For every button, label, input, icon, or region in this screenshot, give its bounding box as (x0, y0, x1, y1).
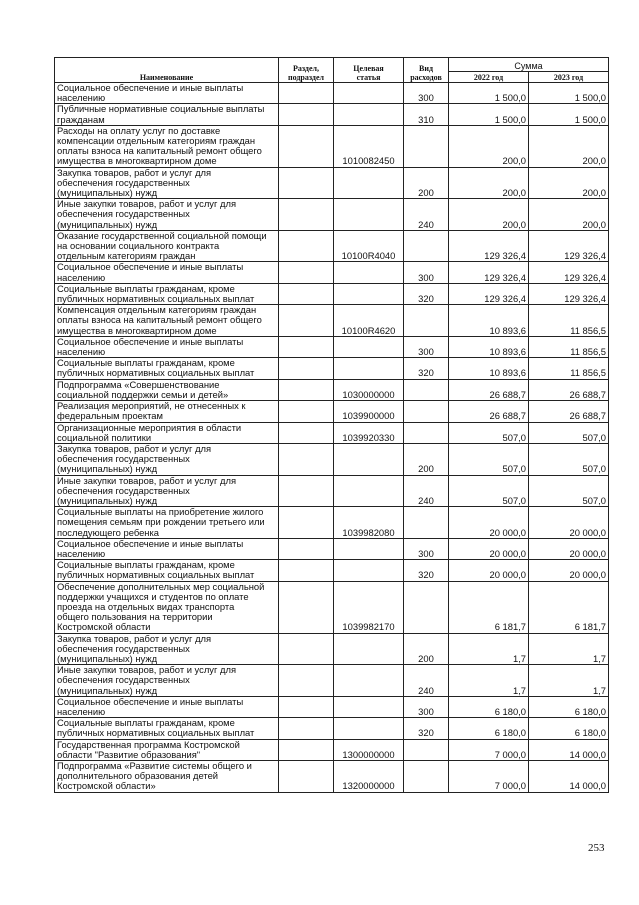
table-row (55, 507, 609, 539)
cell-y2022: 6 181,7 (449, 581, 529, 633)
cell-target (334, 104, 404, 125)
cell-y2022: 129 326,4 (449, 262, 529, 283)
table-row (55, 262, 609, 283)
table-row (55, 358, 609, 379)
cell-name: Иные закупки товаров, работ и услуг для обеспечения государственных (муниципальных) нужд (55, 665, 279, 697)
cell-target (334, 336, 404, 357)
cell-y2023: 129 326,4 (529, 262, 609, 283)
cell-y2023: 129 326,4 (529, 283, 609, 304)
cell-y2022: 6 180,0 (449, 718, 529, 739)
cell-name: Закупка товаров, работ и услуг для обеспечения государственных (муниципальных) нужд (55, 633, 279, 665)
table-row (55, 401, 609, 422)
cell-target: 1010082450 (334, 125, 404, 167)
cell-y2022: 20 000,0 (449, 507, 529, 539)
table-row (55, 718, 609, 739)
cell-target (334, 538, 404, 559)
cell-name: Организационные мероприятия в области социальной политики (55, 422, 279, 443)
table-row (55, 230, 609, 262)
cell-section (279, 305, 334, 337)
cell-target (334, 358, 404, 379)
cell-name: Обеспечение дополнительных мер социальной поддержки учащихся и студентов по оплате проезда на отдельных видах транспорта общего пользования на территории Костромской области (55, 581, 279, 633)
cell-y2022: 10 893,6 (449, 358, 529, 379)
cell-type (404, 422, 449, 443)
cell-y2022: 1,7 (449, 633, 529, 665)
cell-target: 10100R4040 (334, 230, 404, 262)
cell-y2022: 1,7 (449, 665, 529, 697)
cell-target: 1039982080 (334, 507, 404, 539)
cell-y2023: 14 000,0 (529, 739, 609, 760)
header-year-2022: 2022 год (449, 72, 529, 83)
cell-type: 320 (404, 718, 449, 739)
cell-y2022: 6 180,0 (449, 696, 529, 717)
cell-section (279, 581, 334, 633)
cell-y2022: 129 326,4 (449, 283, 529, 304)
cell-section (279, 475, 334, 507)
cell-type: 240 (404, 199, 449, 231)
cell-y2023: 6 180,0 (529, 718, 609, 739)
header-name: Наименование (55, 58, 279, 83)
cell-y2022: 26 688,7 (449, 379, 529, 400)
cell-y2022: 20 000,0 (449, 538, 529, 559)
cell-type (404, 761, 449, 793)
cell-y2023: 20 000,0 (529, 507, 609, 539)
cell-y2023: 507,0 (529, 443, 609, 475)
budget-table-container (54, 57, 609, 793)
table-row (55, 665, 609, 697)
cell-y2022: 26 688,7 (449, 401, 529, 422)
cell-name: Иные закупки товаров, работ и услуг для обеспечения государственных (муниципальных) нужд (55, 475, 279, 507)
cell-y2023: 1,7 (529, 665, 609, 697)
cell-type (404, 379, 449, 400)
cell-target: 1300000000 (334, 739, 404, 760)
cell-type (404, 305, 449, 337)
cell-type (404, 230, 449, 262)
cell-section (279, 633, 334, 665)
table-row (55, 305, 609, 337)
header-year-2023: 2023 год (529, 72, 609, 83)
cell-name: Закупка товаров, работ и услуг для обеспечения государственных (муниципальных) нужд (55, 167, 279, 199)
cell-section (279, 739, 334, 760)
cell-type (404, 401, 449, 422)
cell-section (279, 358, 334, 379)
cell-y2023: 26 688,7 (529, 401, 609, 422)
cell-y2022: 20 000,0 (449, 560, 529, 581)
cell-section (279, 422, 334, 443)
cell-y2022: 1 500,0 (449, 83, 529, 104)
cell-y2022: 129 326,4 (449, 230, 529, 262)
cell-target (334, 199, 404, 231)
table-row (55, 761, 609, 793)
cell-name: Социальные выплаты гражданам, кроме публичных нормативных социальных выплат (55, 718, 279, 739)
cell-y2023: 20 000,0 (529, 538, 609, 559)
cell-type: 240 (404, 665, 449, 697)
cell-target: 1030000000 (334, 379, 404, 400)
cell-section (279, 665, 334, 697)
cell-y2022: 7 000,0 (449, 761, 529, 793)
cell-section (279, 761, 334, 793)
cell-section (279, 336, 334, 357)
table-row (55, 167, 609, 199)
cell-section (279, 283, 334, 304)
cell-y2023: 200,0 (529, 199, 609, 231)
cell-section (279, 560, 334, 581)
cell-y2023: 200,0 (529, 167, 609, 199)
table-row (55, 83, 609, 104)
cell-type: 320 (404, 560, 449, 581)
cell-type: 200 (404, 443, 449, 475)
cell-name: Социальное обеспечение и иные выплаты населению (55, 336, 279, 357)
table-row (55, 443, 609, 475)
cell-name: Оказание государственной социальной помощи на основании социального контракта отдельным категориям граждан (55, 230, 279, 262)
header-target: Целевая статья (334, 58, 404, 83)
cell-y2022: 10 893,6 (449, 305, 529, 337)
cell-name: Иные закупки товаров, работ и услуг для обеспечения государственных (муниципальных) нужд (55, 199, 279, 231)
cell-type (404, 125, 449, 167)
cell-y2023: 507,0 (529, 422, 609, 443)
cell-type: 200 (404, 167, 449, 199)
cell-section (279, 167, 334, 199)
table-row (55, 633, 609, 665)
cell-type: 300 (404, 262, 449, 283)
cell-target: 1320000000 (334, 761, 404, 793)
cell-type: 300 (404, 83, 449, 104)
cell-y2023: 26 688,7 (529, 379, 609, 400)
cell-section (279, 230, 334, 262)
table-row (55, 125, 609, 167)
cell-target: 10100R4620 (334, 305, 404, 337)
cell-target (334, 696, 404, 717)
cell-name: Социальное обеспечение и иные выплаты населению (55, 83, 279, 104)
cell-y2022: 200,0 (449, 199, 529, 231)
cell-target (334, 83, 404, 104)
cell-section (279, 83, 334, 104)
table-row (55, 475, 609, 507)
cell-y2022: 10 893,6 (449, 336, 529, 357)
cell-target (334, 665, 404, 697)
cell-name: Социальные выплаты гражданам, кроме публичных нормативных социальных выплат (55, 283, 279, 304)
cell-y2022: 507,0 (449, 422, 529, 443)
cell-target (334, 167, 404, 199)
table-row (55, 336, 609, 357)
table-row (55, 379, 609, 400)
cell-target (334, 633, 404, 665)
cell-type: 240 (404, 475, 449, 507)
header-section: Раздел, подраздел (279, 58, 334, 83)
cell-y2023: 507,0 (529, 475, 609, 507)
table-row (55, 560, 609, 581)
cell-name: Подпрограмма «Совершенствование социальной поддержки семьи и детей» (55, 379, 279, 400)
cell-y2023: 20 000,0 (529, 560, 609, 581)
table-row (55, 199, 609, 231)
cell-type: 310 (404, 104, 449, 125)
cell-name: Закупка товаров, работ и услуг для обеспечения государственных (муниципальных) нужд (55, 443, 279, 475)
cell-section (279, 718, 334, 739)
cell-type: 320 (404, 283, 449, 304)
header-sum: Сумма (449, 58, 609, 72)
cell-type: 200 (404, 633, 449, 665)
cell-y2022: 507,0 (449, 443, 529, 475)
cell-y2023: 6 180,0 (529, 696, 609, 717)
cell-section (279, 262, 334, 283)
cell-target (334, 283, 404, 304)
cell-y2022: 7 000,0 (449, 739, 529, 760)
cell-section (279, 401, 334, 422)
cell-name: Социальные выплаты гражданам, кроме публичных нормативных социальных выплат (55, 560, 279, 581)
table-row (55, 739, 609, 760)
cell-section (279, 696, 334, 717)
cell-name: Государственная программа Костромской области "Развитие образования" (55, 739, 279, 760)
cell-y2023: 11 856,5 (529, 358, 609, 379)
cell-section (279, 104, 334, 125)
cell-y2023: 1 500,0 (529, 83, 609, 104)
table-row (55, 283, 609, 304)
cell-target (334, 475, 404, 507)
table-row (55, 696, 609, 717)
cell-type (404, 507, 449, 539)
cell-y2023: 1 500,0 (529, 104, 609, 125)
cell-y2023: 14 000,0 (529, 761, 609, 793)
cell-y2023: 11 856,5 (529, 305, 609, 337)
table-row (55, 422, 609, 443)
cell-section (279, 507, 334, 539)
cell-type: 300 (404, 538, 449, 559)
cell-name: Социальное обеспечение и иные выплаты населению (55, 696, 279, 717)
table-row (55, 104, 609, 125)
table-row (55, 581, 609, 633)
cell-name: Реализация мероприятий, не отнесенных к федеральным проектам (55, 401, 279, 422)
cell-y2022: 1 500,0 (449, 104, 529, 125)
cell-target: 1039982170 (334, 581, 404, 633)
cell-y2023: 6 181,7 (529, 581, 609, 633)
table-body (55, 83, 609, 793)
cell-section (279, 538, 334, 559)
header-expense-type: Вид расходов (404, 58, 449, 83)
cell-section (279, 125, 334, 167)
cell-type: 300 (404, 336, 449, 357)
cell-name: Публичные нормативные социальные выплаты гражданам (55, 104, 279, 125)
page-number: 253 (588, 842, 605, 854)
cell-name: Расходы на оплату услуг по доставке компенсации отдельным категориям граждан оплаты взноса на капитальный ремонт общего имущества в многоквартирном доме (55, 125, 279, 167)
cell-target (334, 443, 404, 475)
cell-type: 300 (404, 696, 449, 717)
cell-y2023: 129 326,4 (529, 230, 609, 262)
cell-y2022: 200,0 (449, 167, 529, 199)
cell-type (404, 581, 449, 633)
cell-target: 1039920330 (334, 422, 404, 443)
cell-name: Социальное обеспечение и иные выплаты населению (55, 262, 279, 283)
cell-target (334, 262, 404, 283)
cell-y2023: 200,0 (529, 125, 609, 167)
cell-name: Социальные выплаты гражданам, кроме публичных нормативных социальных выплат (55, 358, 279, 379)
cell-section (279, 443, 334, 475)
cell-target (334, 560, 404, 581)
cell-name: Социальное обеспечение и иные выплаты населению (55, 538, 279, 559)
cell-y2023: 11 856,5 (529, 336, 609, 357)
cell-type (404, 739, 449, 760)
cell-name: Компенсация отдельным категориям граждан оплаты взноса на капитальный ремонт общего имущества в многоквартирном доме (55, 305, 279, 337)
cell-y2022: 200,0 (449, 125, 529, 167)
table-row (55, 538, 609, 559)
cell-section (279, 199, 334, 231)
cell-target: 1039900000 (334, 401, 404, 422)
budget-table (54, 57, 609, 793)
cell-y2023: 1,7 (529, 633, 609, 665)
cell-target (334, 718, 404, 739)
cell-name: Подпрограмма «Развитие системы общего и дополнительного образования детей Костромской области» (55, 761, 279, 793)
cell-y2022: 507,0 (449, 475, 529, 507)
cell-type: 320 (404, 358, 449, 379)
cell-section (279, 379, 334, 400)
cell-name: Социальные выплаты на приобретение жилого помещения семьям при рождении третьего или последующего ребенка (55, 507, 279, 539)
